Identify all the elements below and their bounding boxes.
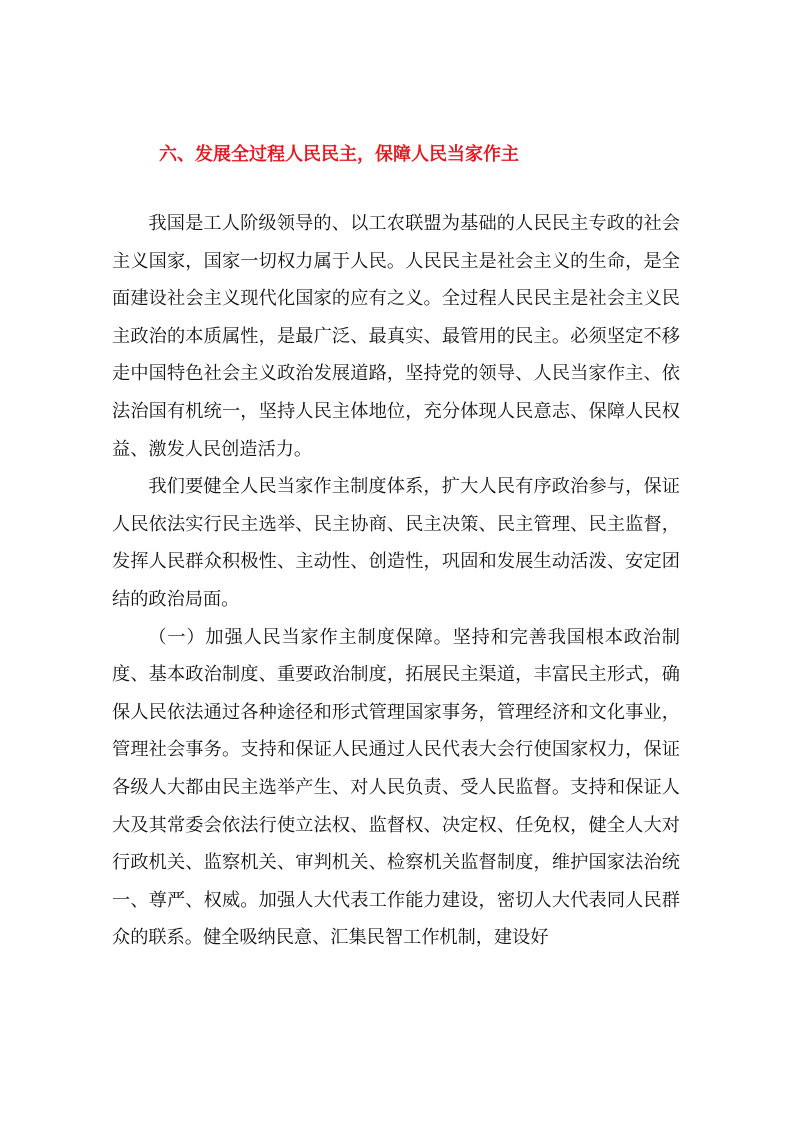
body-text (112, 205, 680, 957)
paragraph-1: 我国是工人阶级领导的、以工农联盟为基础的人民民主专政的社会主义国家，国家一切权力属于人民。人民民主是社会主义的生命，是全面建设社会主义现代化国家的应有之义。全过程人民民主是社会主义民主政治的本质属性，是最广泛、最真实、最管用的民主。必须坚定不移走中国特色社会主义政治发展道路，坚持党的领导、人民当家作主、依法治国有机统一，坚持人民主体地位，充分体现人民意志、保障人民权益、激发人民创造活力。 (112, 213, 680, 460)
paragraph-3: （一）加强人民当家作主制度保障。坚持和完善我国根本政治制度、基本政治制度、重要政治制度，拓展民主渠道，丰富民主形式，确保人民依法通过各种途径和形式管理国家事务，管理经济和文化事业，管理社会事务。支持和保证人民通过人民代表大会行使国家权力，保证各级人大都由民主选举产生、对人民负责、受人民监督。支持和保证人大及其常委会依法行使立法权、监督权、决定权、任免权，健全人大对行政机关、监察机关、审判机关、检察机关监督制度，维护国家法治统一、尊严、权威。加强人大代表工作能力建设，密切人大代表同人民群众的联系。健全吸纳民意、汇集民智工作机制，建设好 (112, 626, 680, 949)
paragraph-2: 我们要健全人民当家作主制度体系，扩大人民有序政治参与，保证人民依法实行民主选举、民主协商、民主决策、民主管理、民主监督，发挥人民群众积极性、主动性、创造性，巩固和发展生动活泼、安定团结的政治局面。 (112, 476, 680, 610)
section-heading: 六、发展全过程人民民主，保障人民当家作主 (159, 144, 519, 165)
